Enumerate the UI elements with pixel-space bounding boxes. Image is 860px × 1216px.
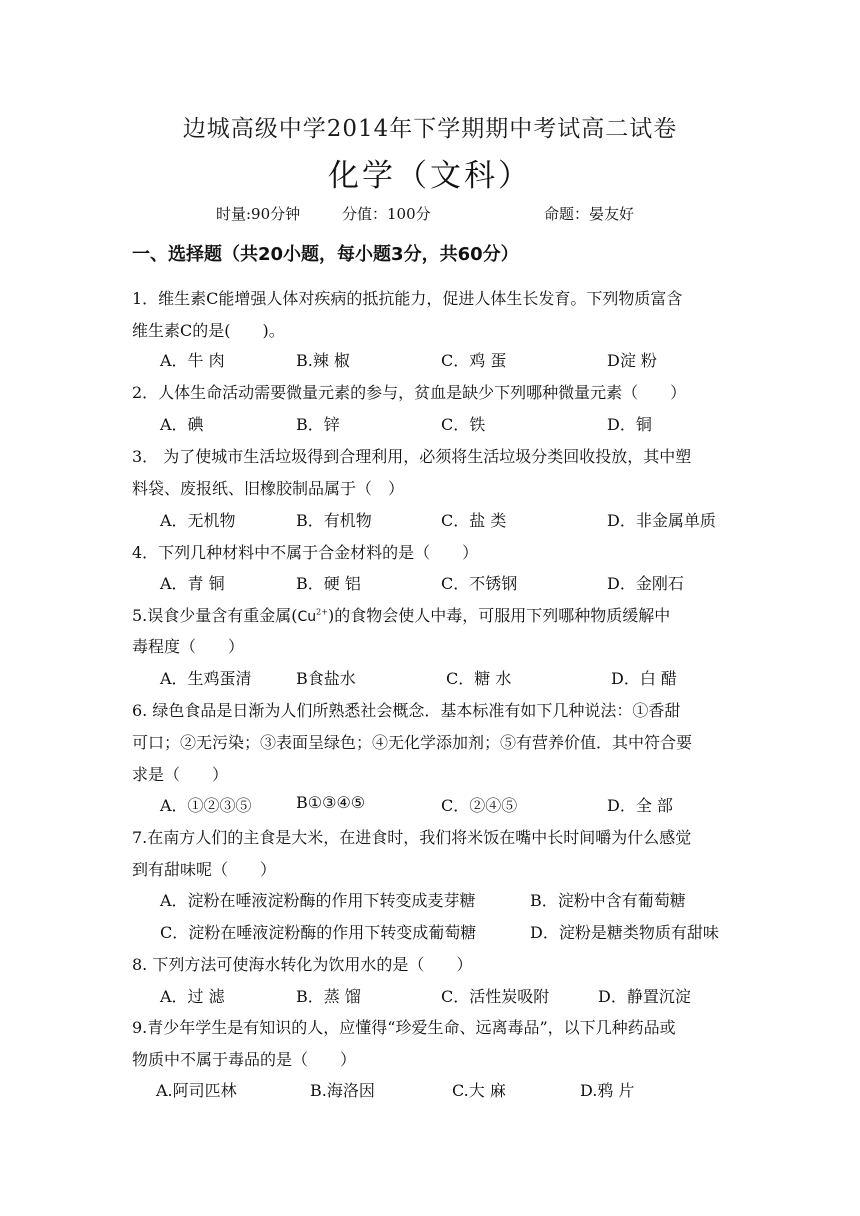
- question-6-option-a: A．①②③⑤: [160, 796, 252, 815]
- question-8-option-a: A．过 滤: [160, 987, 225, 1006]
- section-title: 一、选择题（共20小题，每小题3分，共60分）: [132, 244, 519, 265]
- question-2-option-d: D．铜: [607, 415, 652, 434]
- question-3-option-d: D．非金属单质: [607, 511, 716, 530]
- question-5-option-a: A．生鸡蛋清: [160, 669, 252, 688]
- question-8-option-b: B．蒸 馏: [296, 987, 361, 1006]
- question-2-option-a: A．碘: [160, 415, 204, 434]
- question-6-option-b: B①③④⑤: [296, 793, 366, 812]
- question-5-line-2: 毒程度（ ）: [132, 637, 245, 656]
- question-5-line-1: [132, 603, 670, 626]
- question-7-option-a: A．淀粉在唾液淀粉酶的作用下转变成麦芽糖: [160, 891, 476, 910]
- question-4-option-a: A．青 铜: [160, 574, 225, 593]
- question-1-option-a: A．牛 肉: [160, 351, 225, 370]
- question-3-option-c: C．盐 类: [441, 511, 507, 530]
- question-5-text-after: )的食物会使人中毒，可服用下列哪种物质缓解中: [327, 606, 671, 625]
- question-9-option-b: B.海洛因: [310, 1081, 375, 1100]
- score-info: 分值：100分: [342, 205, 431, 223]
- question-5-text-before: 5.误食少量含有重金属(: [132, 606, 298, 625]
- question-3-option-a: A．无机物: [160, 511, 236, 530]
- time-info: 时量:90分钟: [216, 205, 301, 223]
- copper-ion-formula: Cu: [297, 609, 317, 625]
- question-4-option-b: B．硬 铝: [296, 574, 361, 593]
- question-6-option-c: C．②④⑤: [441, 796, 518, 815]
- question-7-line-1: 7.在南方人们的主食是大米，在进食时，我们将米饭在嘴中长时间嚼为什么感觉: [132, 828, 692, 847]
- question-2-option-b: B．锌: [296, 415, 340, 434]
- question-5-option-b: B食盐水: [296, 669, 356, 688]
- question-6-line-1: 6. 绿色食品是日渐为人们所熟悉社会概念．基本标准有如下几种说法：①香甜: [132, 701, 681, 720]
- question-8-option-c: C．活性炭吸附: [441, 987, 550, 1006]
- question-9-option-a: A.阿司匹林: [156, 1081, 237, 1100]
- question-9-option-c: C.大 麻: [452, 1081, 506, 1100]
- question-8-line-1: 8. 下列方法可使海水转化为饮用水的是（ ）: [132, 955, 473, 974]
- question-3-line-2: 料袋、废报纸、旧橡胶制品属于（ ）: [132, 479, 405, 498]
- question-9-line-1: 9.青少年学生是有知识的人，应懂得“珍爱生命、远离毒品”，以下几种药品或: [132, 1018, 676, 1037]
- question-6-option-d: D．全 部: [607, 796, 673, 815]
- question-4-option-c: C．不锈钢: [441, 574, 518, 593]
- question-1-option-d: D淀 粉: [607, 351, 657, 370]
- question-9-line-2: 物质中不属于毒品的是（ ）: [132, 1050, 357, 1069]
- question-7-option-d: D．淀粉是糖类物质有甜味: [530, 923, 719, 942]
- question-3-option-b: B．有机物: [296, 511, 372, 530]
- subject-title: 化学（文科）: [328, 158, 532, 194]
- question-6-line-2: 可口；②无污染；③表面呈绿色；④无化学添加剂；⑤有营养价值．其中符合要: [132, 733, 693, 752]
- question-9-option-d: D.鸦 片: [580, 1081, 635, 1100]
- question-4-line-1: 4．下列几种材料中不属于合金材料的是（ ）: [132, 543, 479, 562]
- copper-ion-charge: 2+: [316, 607, 328, 617]
- school-title: 边城高级中学2014年下学期期中考试高二试卷: [182, 116, 678, 142]
- question-7-option-c: C．淀粉在唾液淀粉酶的作用下转变成葡萄糖: [160, 923, 477, 942]
- question-1-line-1: 1．维生素C能增强人体对疾病的抵抗能力，促进人体生长发育。下列物质富含: [132, 289, 683, 308]
- question-1-option-b: B.辣 椒: [296, 351, 350, 370]
- question-2-option-c: C．铁: [441, 415, 486, 434]
- question-4-option-d: D．金刚石: [607, 574, 684, 593]
- question-6-line-3: 求是（ ）: [132, 765, 229, 784]
- question-3-line-1: 3． 为了使城市生活垃圾得到合理利用，必须将生活垃圾分类回收投放，其中塑: [132, 447, 692, 466]
- question-8-option-d: D．静置沉淀: [598, 987, 691, 1006]
- question-1-option-c: C．鸡 蛋: [441, 351, 507, 370]
- question-5-option-c: C．糖 水: [446, 669, 512, 688]
- author-info: 命题：晏友好: [544, 205, 635, 223]
- question-1-line-2: 维生素C的是( )。: [132, 321, 285, 340]
- question-7-option-b: B．淀粉中含有葡萄糖: [530, 891, 686, 910]
- question-5-option-d: D．白 醋: [611, 669, 677, 688]
- question-2-line-1: 2．人体生命活动需要微量元素的参与，贫血是缺少下列哪种微量元素（ ）: [132, 383, 687, 402]
- question-7-line-2: 到有甜味呢（ ）: [132, 860, 277, 879]
